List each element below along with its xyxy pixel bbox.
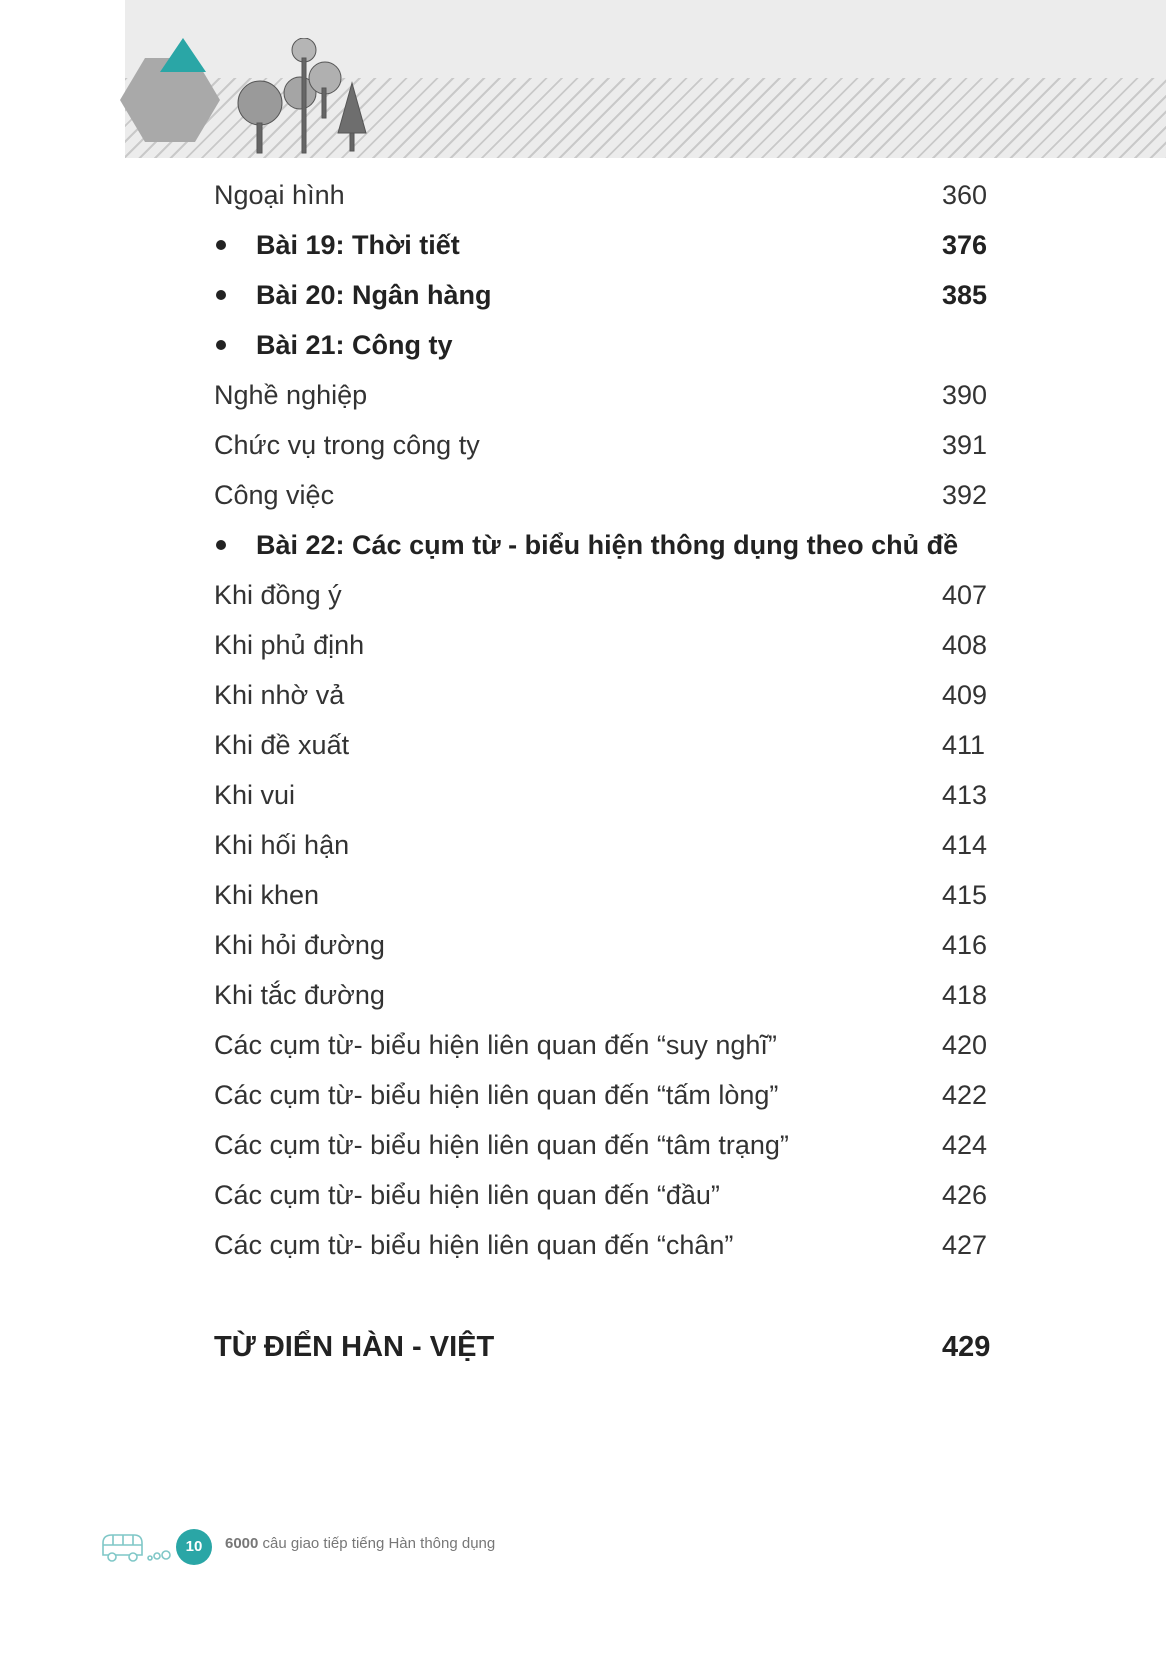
toc-page-number: 407 (942, 580, 988, 610)
toc-row[interactable] (214, 670, 1004, 720)
book-title-rest: câu giao tiếp tiếng Hàn thông dụng (258, 1535, 496, 1552)
toc-page-number: 415 (942, 880, 988, 910)
toc-row[interactable] (214, 420, 1004, 470)
toc-page-number: 426 (942, 1180, 988, 1210)
toc-page-number: 411 (942, 730, 986, 760)
toc-label: Các cụm từ- biểu hiện liên quan đến “chân” (214, 1230, 734, 1260)
toc-row[interactable] (214, 570, 1004, 620)
toc-row[interactable] (214, 820, 1004, 870)
toc-label: Bài 20: Ngân hàng (256, 280, 492, 310)
toc-row[interactable] (214, 720, 1004, 770)
toc-label: Bài 22: Các cụm từ - biểu hiện thông dụng theo chủ đề (256, 530, 959, 560)
toc-label: Các cụm từ- biểu hiện liên quan đến “tấm lòng” (214, 1080, 779, 1110)
toc-chapter-row[interactable] (214, 320, 1004, 370)
toc-page-number: 424 (942, 1130, 988, 1160)
book-title (225, 1535, 495, 1552)
header-decoration (100, 38, 400, 188)
toc-page-number: 408 (942, 630, 988, 660)
toc-page-number: 418 (942, 980, 988, 1010)
toc-label: Khi tắc đường (214, 980, 385, 1010)
toc-page-number: 391 (942, 430, 988, 460)
toc-page-number: 392 (942, 480, 988, 510)
bullet-icon (216, 290, 226, 300)
toc-row[interactable] (214, 1070, 1004, 1120)
toc-label: Bài 19: Thời tiết (256, 230, 460, 260)
car-icon (100, 1531, 172, 1567)
toc-page-number: 416 (942, 930, 988, 960)
toc-page-number: 422 (942, 1080, 988, 1110)
toc-label: Khi khen (214, 880, 320, 910)
tree-icon (238, 38, 366, 153)
toc-page-number: 409 (942, 680, 988, 710)
toc-label: Khi đề xuất (214, 730, 350, 760)
toc-row[interactable] (214, 1170, 1004, 1220)
toc-final-page: 429 (942, 1331, 991, 1363)
toc-page-number: 390 (942, 380, 988, 410)
page-number-badge: 10 (176, 1529, 212, 1565)
toc-page-number: 427 (942, 1230, 988, 1260)
book-title-bold: 6000 (225, 1535, 259, 1552)
toc-row[interactable] (214, 470, 1004, 520)
toc-label: Khi nhờ vả (214, 680, 345, 710)
toc-label: Bài 21: Công ty (256, 330, 453, 360)
toc-label: Khi đồng ý (214, 580, 342, 610)
toc-label: Các cụm từ- biểu hiện liên quan đến “đầu” (214, 1180, 720, 1210)
toc-label: Nghề nghiệp (214, 380, 368, 410)
toc-row[interactable] (214, 920, 1004, 970)
toc-row[interactable] (214, 1120, 1004, 1170)
toc-label: Khi phủ định (214, 630, 365, 660)
page-footer (100, 1525, 700, 1567)
toc-final-section[interactable] (214, 1322, 1004, 1372)
toc-chapter-row[interactable] (214, 520, 1004, 570)
toc-row[interactable] (214, 370, 1004, 420)
toc-row[interactable] (214, 170, 1004, 220)
toc-page-number: 360 (942, 180, 988, 210)
toc-row[interactable] (214, 770, 1004, 820)
bullet-icon (216, 340, 226, 350)
bullet-icon (216, 240, 226, 250)
triangle-icon (160, 38, 206, 72)
toc-row[interactable] (214, 870, 1004, 920)
toc-label: Chức vụ trong công ty (214, 430, 480, 460)
toc-page-number: 413 (942, 780, 988, 810)
toc-page-number: 414 (942, 830, 988, 860)
toc-chapter-row[interactable] (214, 270, 1004, 320)
toc-label: Công việc (214, 480, 335, 510)
toc-row[interactable] (214, 970, 1004, 1020)
toc-page-number: 376 (942, 230, 988, 260)
toc-row[interactable] (214, 1220, 1004, 1270)
toc-row[interactable] (214, 620, 1004, 670)
toc-row[interactable] (214, 1020, 1004, 1070)
toc-label: Khi vui (214, 780, 296, 810)
toc-label: Khi hỏi đường (214, 930, 385, 960)
toc-label: Các cụm từ- biểu hiện liên quan đến “suy nghĩ” (214, 1030, 777, 1060)
toc-page-number: 420 (942, 1030, 988, 1060)
toc-label: Khi hối hận (214, 830, 350, 860)
bullet-icon (216, 540, 226, 550)
toc-label: Ngoại hình (214, 180, 345, 210)
toc-page-number: 385 (942, 280, 988, 310)
toc-chapter-row[interactable] (214, 220, 1004, 270)
toc-final-label: TỪ ĐIỂN HÀN - VIỆT (214, 1331, 495, 1363)
toc-label: Các cụm từ- biểu hiện liên quan đến “tâm trạng” (214, 1130, 789, 1160)
